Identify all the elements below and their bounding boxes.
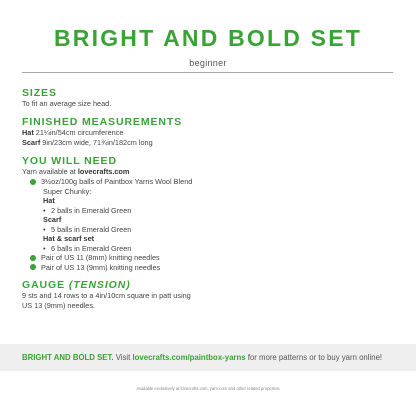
skill-level: beginner (189, 58, 227, 68)
footer-rest: for more patterns or to buy yarn online! (245, 353, 383, 362)
sizes-heading: SIZES (22, 87, 57, 99)
small-print: Available exclusively at lovecrafts.com, yarn.com and other related properties (136, 386, 280, 391)
footer-banner (0, 344, 416, 371)
hat-materials-text: 2 balls in Emerald Green (51, 205, 132, 215)
materials-section (22, 155, 397, 272)
scarf-materials-label: Scarf (43, 215, 62, 224)
scarf-materials-text: 5 balls in Emerald Green (51, 224, 132, 234)
bullet-dot-icon (30, 255, 36, 261)
hat-measurement-label: Hat (22, 128, 34, 137)
needles-item-2 (22, 263, 397, 273)
gauge-text-line-1: 9 sts and 14 rows to a 4in/10cm square in patt using (22, 291, 191, 300)
hat-measurement-value: 21¼in/54cm circumference (33, 128, 124, 137)
footer-link[interactable]: lovecrafts.com/paintbox-yarns (132, 353, 246, 362)
finished-measurements-section (22, 116, 397, 148)
finished-measurements-heading: FINISHED MEASUREMENTS (22, 116, 183, 128)
gauge-text-line-2: US 13 (9mm) needles. (22, 301, 95, 310)
bullet-dot-icon (30, 179, 36, 185)
pattern-title: BRIGHT AND BOLD SET (54, 25, 362, 51)
yarn-site-link[interactable]: lovecrafts.com (77, 167, 130, 176)
set-materials-item (22, 244, 397, 254)
footer-text (22, 353, 382, 362)
set-materials-label: Hat & scarf set (43, 234, 95, 243)
scarf-materials-item (22, 225, 397, 235)
needles-item-1 (22, 253, 397, 263)
yarn-item-text: 3½oz/100g balls of Paintbox Yarns Wool Blend (41, 177, 193, 186)
yarn-availability-text: Yarn available at (22, 167, 78, 176)
gauge-heading (22, 279, 397, 291)
materials-heading: YOU WILL NEED (22, 155, 117, 167)
needles-item-2-text: Pair of US 13 (9mm) knitting needles (41, 262, 161, 272)
hat-materials-label: Hat (43, 196, 55, 205)
sizes-text: To fit an average size head. (22, 99, 112, 108)
gauge-heading-paren: (TENSION) (68, 279, 131, 291)
gauge-heading-text: GAUGE (22, 279, 69, 291)
footer-visit: Visit (113, 353, 133, 362)
footer-pattern-name: BRIGHT AND BOLD SET. (22, 353, 114, 362)
scarf-measurement-value: 9in/23cm wide, 71¾in/182cm long (40, 138, 153, 147)
pattern-content (22, 87, 397, 318)
divider (22, 72, 393, 73)
bullet-icon: • (43, 205, 46, 215)
bullet-icon: • (43, 224, 46, 234)
scarf-measurement-label: Scarf (22, 138, 41, 147)
bullet-dot-icon (30, 264, 36, 270)
yarn-item (22, 177, 397, 187)
gauge-section (22, 279, 397, 311)
sizes-section (22, 87, 397, 109)
needles-item-1-text: Pair of US 11 (8mm) knitting needles (41, 253, 160, 262)
set-materials-text: 6 balls in Emerald Green (51, 243, 132, 253)
hat-materials-item (22, 206, 397, 216)
yarn-availability (22, 167, 397, 177)
scarf-measurement (22, 138, 397, 148)
yarn-item-continued: Super Chunky: (43, 186, 92, 196)
bullet-icon: • (43, 243, 46, 253)
hat-measurement (22, 128, 397, 138)
